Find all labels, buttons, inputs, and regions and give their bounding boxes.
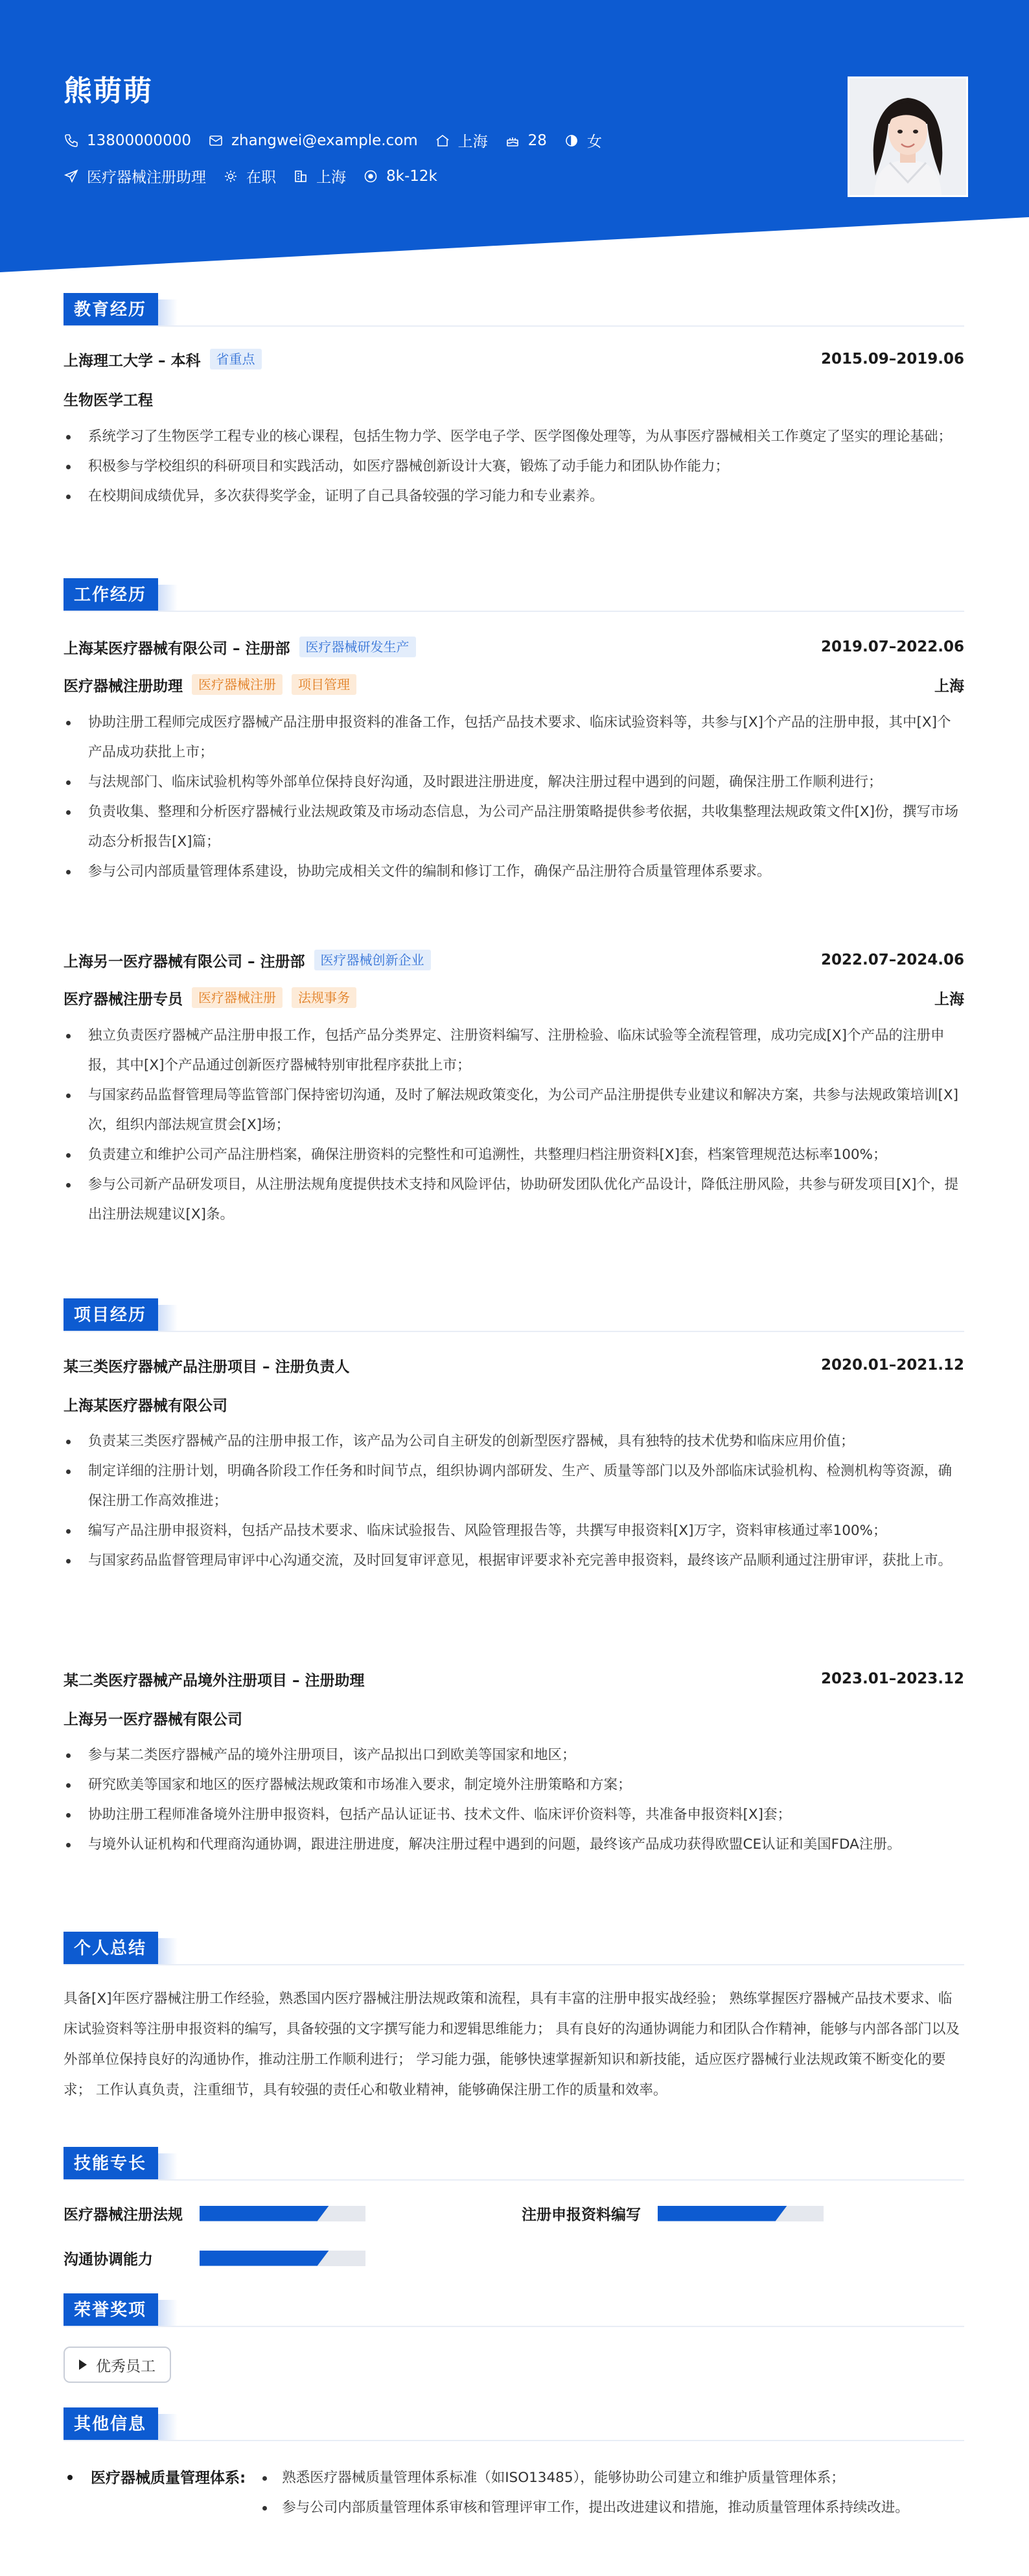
position-name: 医疗器械注册专员 (64, 990, 183, 1008)
summary-section-title (64, 1932, 964, 1965)
skill-label: 沟通协调能力 (64, 2251, 153, 2268)
section-divider (64, 2440, 964, 2441)
projects-section-title (64, 1298, 964, 1332)
other-section-title (64, 2407, 964, 2441)
contact-row (64, 130, 619, 151)
skill-bar-fill (658, 2206, 787, 2221)
skill-bar-fill (200, 2206, 329, 2221)
education-section-title (64, 293, 964, 327)
section-label: 技能专长 (64, 2147, 158, 2181)
section-label: 工作经历 (64, 578, 158, 612)
job-bullets (64, 708, 964, 887)
list-item: 参与某二类医疗器械产品的境外注册项目，该产品拟出口到欧美等国家和地区； (64, 1740, 964, 1770)
building-icon (293, 169, 308, 184)
project-header (64, 1667, 964, 1691)
section-divider (64, 2326, 964, 2327)
section-divider (64, 325, 964, 327)
list-item: 与法规部门、临床试验机构等外部单位保持良好沟通，及时跟进注册进度，解决注册过程中遇到的问题，确保注册工作顺利进行； (64, 767, 964, 797)
list-item: 独立负责医疗器械产品注册申报工作，包括产品分类界定、注册资料编写、注册检验、临床试验等全流程管理，成功完成[X]个产品的注册申报，其中[X]个产品通过创新医疗器械特别审批程序获批上市； (64, 1021, 964, 1081)
skills-section-title (64, 2147, 964, 2181)
city-text: 上海 (457, 134, 488, 150)
job-location: 上海 (934, 677, 964, 695)
summary-text: 具备[X]年医疗器械注册工作经验，熟悉国内医疗器械注册法规政策和流程，具有丰富的注册申报实战经验； 熟练掌握医疗器械产品技术要求、临床试验资料等注册申报资料的编写，具备较强的文字撰写能力和逻辑思维能力； 具有良好的沟通协调能力和团队合作精神，能够与内部各部门以及外部单位保持良好的沟通协作，推动注册工作顺利进行； 学习能力强，能够快速掌握新知识和新技能，适应医疗器械行业法规政策不断变化的要求； 工作认真负责，注重细节，具有较强的责任心和敬业精神，能够确保注册工作的质量和效率。 (64, 1991, 960, 2098)
job-position-row (64, 673, 964, 696)
list-item: 研究欧美等国家和地区的医疗器械法规政策和市场准入要求，制定境外注册策略和方案； (64, 1770, 964, 1800)
award-chip[interactable] (64, 2347, 171, 2383)
job-location: 上海 (934, 990, 964, 1008)
list-item: 与国家药品监督管理局审评中心沟通交流，及时回复审评意见，根据审评要求补充完善申报资料，最终该产品顺利通过注册审评，获批上市。 (64, 1546, 964, 1576)
skill-item (64, 2247, 365, 2269)
status-icon (223, 169, 238, 184)
skill-tag: 法规事务 (292, 987, 356, 1008)
job-intent-row (64, 165, 454, 187)
home-icon (435, 133, 450, 148)
section-label: 项目经历 (64, 1298, 158, 1332)
school-tag: 省重点 (210, 349, 262, 369)
email-text: zhangwei@example.com (231, 132, 418, 149)
phone-text: 13800000000 (87, 132, 191, 149)
phone-item (64, 132, 191, 149)
list-item: 编写产品注册申报资料，包括产品技术要求、临床试验报告、风险管理报告等，共撰写申报资料[X]万字，资料审核通过率100%； (64, 1516, 964, 1546)
target-city-item (293, 165, 346, 187)
list-item: 参与公司内部质量管理体系审核和管理评审工作，提出改进建议和措施，推动质量管理体系持续改进。 (260, 2493, 964, 2523)
section-divider (64, 2179, 964, 2181)
status-text: 在职 (246, 169, 276, 186)
candidate-name: 熊萌萌 (64, 75, 153, 108)
status-item (223, 165, 276, 187)
company-tag: 医疗器械研发生产 (299, 637, 416, 657)
avatar-portrait (850, 78, 966, 195)
list-item: 积极参与学校组织的科研项目和实践活动，如医疗器械创新设计大赛，锻炼了动手能力和团队协作能力； (64, 452, 964, 482)
section-label: 其他信息 (64, 2407, 158, 2441)
list-item: 与国家药品监督管理局等监管部门保持密切沟通，及时了解法规政策变化，为公司产品注册提供专业建议和解决方案，共参与法规政策培训[X]次，组织内部法规宣贯会[X]场； (64, 1081, 964, 1140)
list-item: 协助注册工程师完成医疗器械产品注册申报资料的准备工作，包括产品技术要求、临床试验资料等，共参与[X]个产品的注册申报，其中[X]个产品成功获批上市； (64, 708, 964, 767)
job-target-item (64, 165, 206, 187)
age-item (505, 132, 547, 149)
skill-tag: 医疗器械注册 (192, 674, 283, 695)
job-date: 2019.07–2022.06 (820, 638, 964, 655)
list-item: 系统学习了生物医学工程专业的核心课程，包括生物力学、医学电子学、医学图像处理等，为从事医疗器械相关工作奠定了坚实的理论基础； (64, 422, 964, 452)
send-icon (64, 169, 79, 184)
salary-item (363, 168, 437, 185)
project-date: 2023.01–2023.12 (820, 1670, 964, 1687)
gender-text: 女 (586, 134, 602, 150)
education-date: 2015.09–2019.06 (820, 351, 964, 368)
section-label: 教育经历 (64, 293, 158, 327)
project-name: 某二类医疗器械产品境外注册项目 – 注册助理 (64, 1672, 365, 1689)
education-bullets (64, 422, 964, 511)
education-header (64, 347, 964, 371)
target-city-text: 上海 (316, 169, 346, 186)
job-target-text: 医疗器械注册助理 (87, 169, 206, 186)
skill-tag: 医疗器械注册 (192, 987, 283, 1008)
age-text: 28 (527, 132, 547, 149)
project-bullets (64, 1427, 964, 1576)
section-divider (64, 1331, 964, 1332)
job-header (64, 948, 964, 972)
section-label: 个人总结 (64, 1932, 158, 1965)
list-item: 负责收集、整理和分析医疗器械行业法规政策及市场动态信息，为公司产品注册策略提供参考依据，共收集整理法规政策文件[X]份，撰写市场动态分析报告[X]篇； (64, 797, 964, 857)
school-name: 上海理工大学 – 本科 (64, 352, 201, 369)
company-tag: 医疗器械创新企业 (314, 950, 431, 970)
job-header (64, 635, 964, 659)
skill-bar (658, 2206, 824, 2221)
skill-bar (200, 2251, 365, 2266)
section-label: 荣誉奖项 (64, 2293, 158, 2327)
list-item: 在校期间成绩优异，多次获得奖学金，证明了自己具备较强的学习能力和专业素养。 (64, 482, 964, 511)
position-name: 医疗器械注册助理 (64, 677, 183, 695)
job-position-row (64, 986, 964, 1009)
project-company-row (64, 1392, 964, 1416)
project-header (64, 1353, 964, 1377)
project-bullets (64, 1740, 964, 1860)
email-item (208, 132, 418, 149)
profile-photo (848, 76, 968, 197)
company-name: 上海另一医疗器械有限公司 – 注册部 (64, 953, 305, 970)
work-section-title (64, 578, 964, 612)
other-bullets (260, 2463, 964, 2523)
salary-text: 8k-12k (386, 167, 437, 185)
job-bullets (64, 1021, 964, 1230)
other-item (64, 2463, 964, 2523)
project-name: 某三类医疗器械产品注册项目 – 注册负责人 (64, 1358, 350, 1376)
gender-icon (564, 133, 579, 148)
phone-icon (64, 133, 79, 148)
skill-tag: 项目管理 (292, 674, 356, 695)
skill-bar (200, 2206, 365, 2221)
salary-icon (363, 169, 378, 184)
cake-icon (505, 133, 520, 148)
city-item (435, 130, 488, 151)
major-name: 生物医学工程 (64, 392, 153, 409)
project-company-row (64, 1706, 964, 1729)
gender-item (564, 130, 602, 151)
other-label: 医疗器械质量管理体系: (91, 2470, 246, 2487)
major-row (64, 387, 964, 410)
skill-bar-fill (200, 2251, 329, 2266)
skill-item (64, 2203, 365, 2224)
list-item: 协助注册工程师准备境外注册申报资料，包括产品认证证书、技术文件、临床评价资料等，共准备申报资料[X]套； (64, 1800, 964, 1830)
company-name: 上海某医疗器械有限公司 – 注册部 (64, 640, 290, 657)
list-item: 参与公司新产品研发项目，从注册法规角度提供技术支持和风险评估，协助研发团队优化产品设计，降低注册风险，共参与研发项目[X]个，提出注册法规建议[X]条。 (64, 1170, 964, 1230)
skill-label: 医疗器械注册法规 (64, 2207, 183, 2223)
list-item: 熟悉医疗器械质量管理体系标准（如ISO13485），能够协助公司建立和维护质量管理体系； (260, 2463, 964, 2493)
play-icon (79, 2359, 87, 2370)
list-item: 制定详细的注册计划，明确各阶段工作任务和时间节点，组织协调内部研发、生产、质量等部门以及外部临床试验机构、检测机构等资源，确保注册工作高效推进； (64, 1457, 964, 1516)
section-divider (64, 611, 964, 612)
mail-icon (208, 133, 224, 148)
awards-section-title (64, 2293, 964, 2327)
skill-label: 注册申报资料编写 (522, 2207, 641, 2223)
project-company: 上海另一医疗器械有限公司 (64, 1711, 242, 1728)
job-date: 2022.07–2024.06 (820, 952, 964, 968)
award-label: 优秀员工 (96, 2358, 156, 2375)
section-divider (64, 1964, 964, 1965)
list-item: 负责某三类医疗器械产品的注册申报工作，该产品为公司自主研发的创新型医疗器械，具有独特的技术优势和临床应用价值； (64, 1427, 964, 1457)
list-item: 参与公司内部质量管理体系建设，协助完成相关文件的编制和修订工作，确保产品注册符合质量管理体系要求。 (64, 857, 964, 887)
list-item: 负责建立和维护公司产品注册档案，确保注册资料的完整性和可追溯性，共整理归档注册资料[X]套，档案管理规范达标率100%； (64, 1140, 964, 1170)
skill-item (522, 2203, 824, 2224)
project-date: 2020.01–2021.12 (820, 1357, 964, 1374)
bullet-dot (67, 2475, 73, 2480)
list-item: 与境外认证机构和代理商沟通协调，跟进注册进度，解决注册过程中遇到的问题，最终该产品成功获得欧盟CE认证和美国FDA注册。 (64, 1830, 964, 1860)
project-company: 上海某医疗器械有限公司 (64, 1397, 227, 1414)
